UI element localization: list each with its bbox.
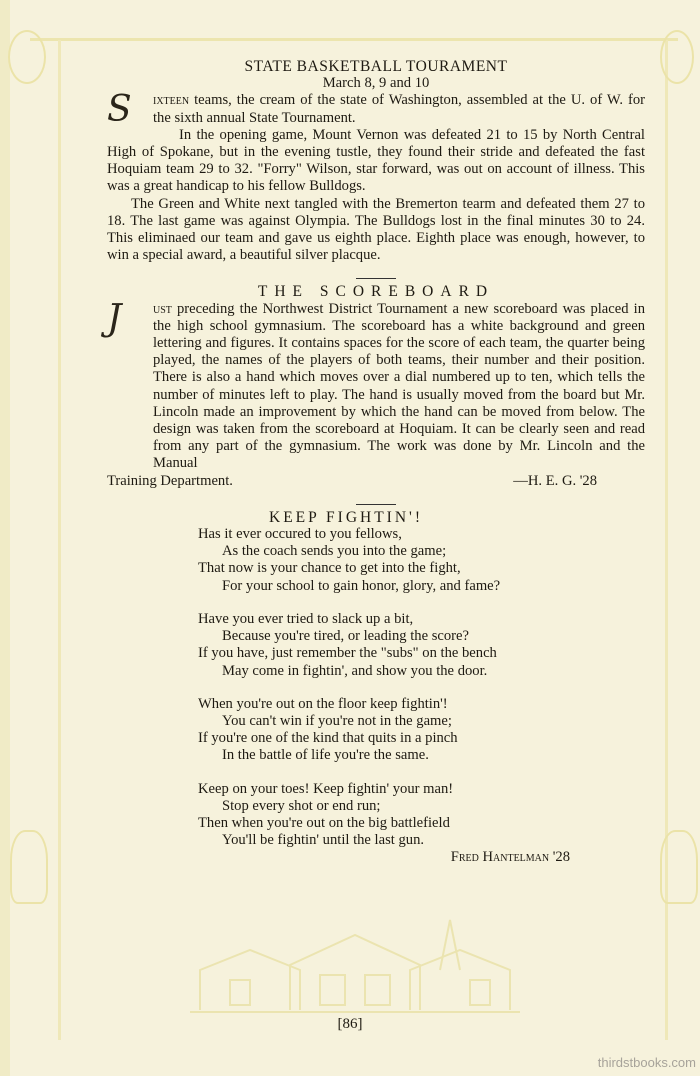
- poem-line: You can't win if you're not in the game;: [222, 712, 452, 729]
- poem-line: Because you're tired, or leading the score?: [222, 628, 469, 645]
- poem-author: Fred Hantelman '28: [450, 849, 570, 866]
- poem-line: Stop every shot or end run;: [222, 797, 381, 814]
- page-edge: [0, 0, 10, 1076]
- poem: [198, 526, 645, 849]
- tournament-paragraph-1: ixteen teams, the cream of the state of Washington, assembled at the U. of W. for the sixth annual State Tournament.: [153, 92, 645, 126]
- tournament-intro: [107, 89, 645, 131]
- tournament-paragraph-2: In the opening game, Mount Vernon was defeated 21 to 15 by North Central High of Spokane, but in the evening tustle, they found their stride and defeated the fast Hoquiam team 29 to 32. "Forry" Wilson, star forward, was out on account of illness. This was a great handicap to his fellow Bulldogs.: [107, 126, 645, 195]
- section-divider: [356, 504, 396, 505]
- tournament-dates: March 8, 9 and 10: [322, 75, 430, 92]
- poem-line: May come in fightin', and show you the door.: [222, 662, 488, 679]
- decorative-header-border: [30, 0, 678, 41]
- ornament-left: [10, 830, 48, 904]
- scoreboard-closing: [107, 473, 645, 490]
- section-divider: [356, 278, 396, 279]
- dropcap-j: J: [107, 297, 122, 339]
- poem-stanza: [198, 611, 645, 680]
- poem-line: For your school to gain honor, glory, and fame?: [222, 577, 501, 594]
- poem-line: You'll be fightin' until the last gun.: [222, 832, 425, 849]
- poem-line: If you have, just remember the "subs" on the bench: [198, 645, 497, 662]
- scoreboard-last-line: Training Department.: [107, 472, 233, 489]
- poem-line: When you're out on the floor keep fightin'!: [198, 695, 448, 712]
- poem-stanza: [198, 696, 645, 765]
- scoreboard-intro: [107, 297, 645, 473]
- scoreboard-signature: —H. E. G. '28: [513, 472, 597, 489]
- page-number: [86]: [337, 1016, 363, 1032]
- poem-line: If you're one of the kind that quits in a pinch: [198, 730, 458, 747]
- section-title-scoreboard: THE SCOREBOARD: [257, 283, 495, 301]
- poem-stanza: [198, 781, 645, 850]
- poem-line: As the coach sends you into the game;: [222, 543, 447, 560]
- watermark: thirdstbooks.com: [597, 1055, 696, 1070]
- building-illustration: [190, 910, 520, 1020]
- page-content: [107, 58, 645, 867]
- poem-stanza: [198, 526, 645, 595]
- decorative-frame-left: [58, 40, 61, 1040]
- poem-line: Then when you're out on the big battlefield: [198, 814, 450, 831]
- poem-line: Have you ever tried to slack up a bit,: [198, 610, 414, 627]
- ornament-right: [660, 830, 698, 904]
- poem-title: KEEP FIGHTIN'!: [269, 508, 423, 526]
- scoreboard-paragraph: ust preceding the Northwest District Tournament a new scoreboard was placed in the high school gymnasium. The scoreboard has a white background and green lettering and figures. It contains spaces for the score of each team, the quarter being played, the names of the players of both teams, their number and their position. There is also a hand which moves over a dial numbered up to ten, which tells the number of minutes left to play. The hand is usually moved from the board but Mr. Lincoln made an improvement by which the hand can be moved from below. The design was taken from the scoreboard at Hoquiam. It can be clearly seen and read from any part of the gymnasium. The work was done by Mr. Lincoln and the Manual: [153, 300, 645, 472]
- poem-line: That now is your chance to get into the fight,: [198, 560, 461, 577]
- poem-line: In the battle of life you're the same.: [222, 747, 429, 764]
- poem-line: Has it ever occured to you fellows,: [198, 526, 402, 543]
- tournament-paragraph-3: The Green and White next tangled with the Bremerton tearm and defeated them 27 to 18. The last game was against Olympia. The Bulldogs lost in the final minutes 30 to 24. This eliminaed our team and gave us eighth place. Eighth place was enough, however, to win a special award, a beautiful silver placque.: [107, 195, 645, 264]
- dropcap-s: S: [107, 89, 132, 131]
- section-title-tournament: STATE BASKETBALL TOURAMENT: [244, 58, 508, 75]
- ornament-top-left: [8, 30, 46, 84]
- poem-line: Keep on your toes! Keep fightin' your man!: [198, 780, 454, 797]
- ornament-top-right: [660, 30, 694, 84]
